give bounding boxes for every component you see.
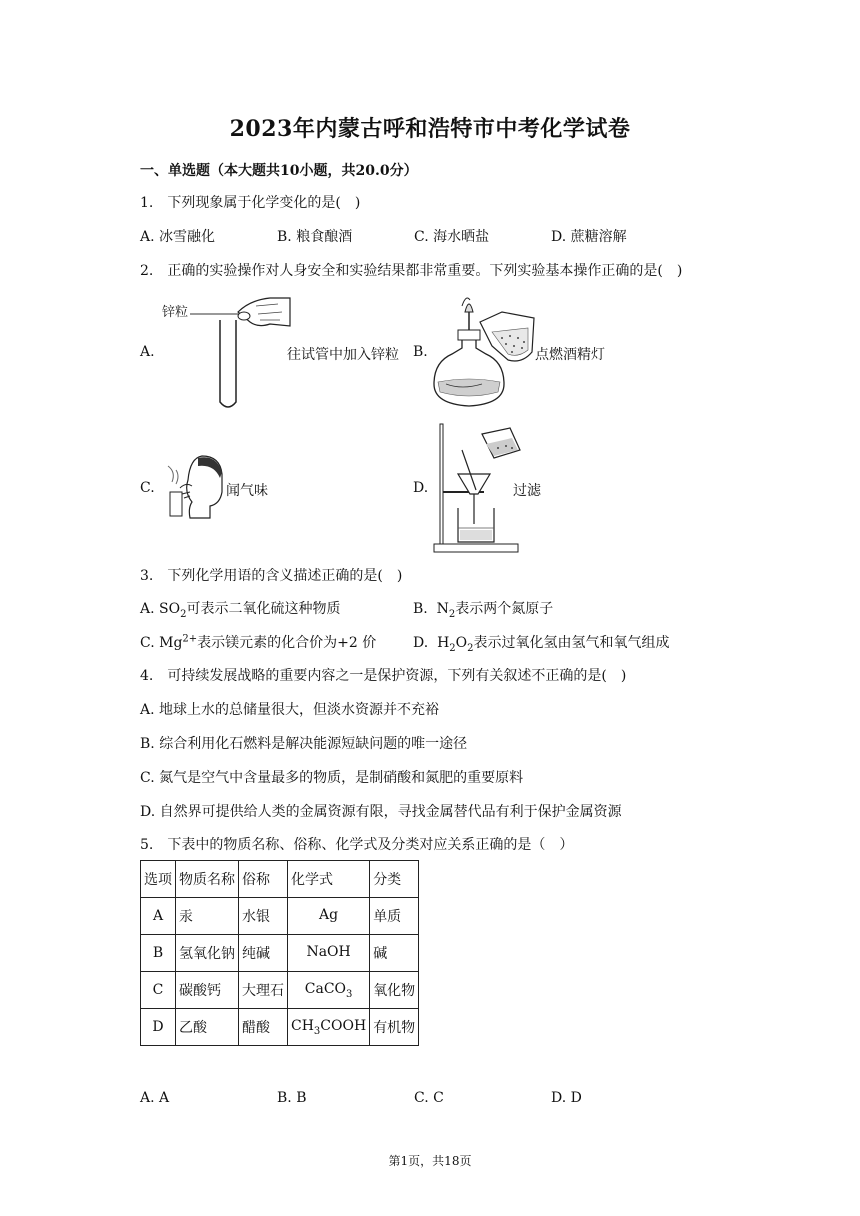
table-cell-option: B [141,935,176,972]
table-cell-name: 碳酸钙 [176,972,239,1009]
table-cell-option: A [141,898,176,935]
question-4-stem: 4. 可持续发展战略的重要内容之一是保护资源，下列有关叙述不正确的是( ) [140,668,627,684]
q2-option-d-text: 过滤 [513,483,541,499]
q3-option-c: C. $Mg^{2+}$表示镁元素的化合价为+2 价 [140,633,377,651]
q5-option-d: D. D [551,1090,582,1106]
table-cell-formula: Ag [288,898,370,935]
table-header-cell: 物质名称 [176,861,239,898]
q2-option-c-label: C. [140,480,155,496]
table-cell-class: 单质 [370,898,419,935]
zinc-granule-label: 锌粒 [162,305,189,320]
q2-option-a-text: 往试管中加入锌粒 [287,347,399,363]
q2-option-c-text: 闻气味 [226,483,268,499]
page-title: 2023年内蒙古呼和浩特市中考化学试卷 [229,116,631,142]
table-cell-common: 大理石 [239,972,288,1009]
table-cell-common: 醋酸 [239,1009,288,1046]
question-1-stem: 1. 下列现象属于化学变化的是( ) [140,195,361,211]
q2-option-a-label: A. [140,344,155,360]
smelling-figure [162,452,226,520]
table-cell-name: 氢氧化钠 [176,935,239,972]
filtration-figure [432,420,524,554]
table-row [141,972,419,1009]
q2-option-d-label: D. [413,480,429,496]
table-header-row [141,861,419,898]
table-cell-formula: $CH_3COOH$ [288,1009,370,1046]
q4-option-c: C. 氮气是空气中含量最多的物质，是制硝酸和氮肥的重要原料 [140,770,524,786]
question-5-stem: 5. 下表中的物质名称、俗称、化学式及分类对应关系正确的是（ ） [140,837,574,853]
question-3-stem: 3. 下列化学用语的含义描述正确的是( ) [140,568,403,584]
q2-option-b-text: 点燃酒精灯 [535,347,605,363]
q1-option-a: A. 冰雪融化 [140,229,216,245]
table-cell-name: 汞 [176,898,239,935]
test-tube-zinc-figure [160,290,292,416]
q1-option-b: B. 粮食酿酒 [277,229,353,245]
table-cell-option: D [141,1009,176,1046]
table-header-cell: 俗称 [239,861,288,898]
section-heading: 一、单选题（本大题共10小题，共20.0分） [140,163,418,179]
table-cell-class: 氧化物 [370,972,419,1009]
table-cell-class: 碱 [370,935,419,972]
q4-option-a: A. 地球上水的总储量很大，但淡水资源并不充裕 [140,702,440,718]
table-cell-class: 有机物 [370,1009,419,1046]
q5-option-c: C. C [414,1090,444,1106]
q4-option-b: B. 综合利用化石燃料是解决能源短缺问题的唯一途径 [140,736,468,752]
alcohol-lamp-figure [432,292,536,410]
table-header-cell: 化学式 [288,861,370,898]
table-row [141,1009,419,1046]
q4-option-d: D. 自然界可提供给人类的金属资源有限，寻找金属替代品有利于保护金属资源 [140,804,622,820]
q5-option-a: A. A [140,1090,170,1106]
q1-option-d: D. 蔗糖溶解 [551,229,627,245]
table-row [141,898,419,935]
table-cell-formula: NaOH [288,935,370,972]
substance-table [140,860,419,1046]
table-header-cell: 选项 [141,861,176,898]
q3-option-a: A. $SO_2$可表示二氧化硫这种物质 [140,601,341,620]
question-2-stem: 2. 正确的实验操作对人身安全和实验结果都非常重要。下列实验基本操作正确的是( ) [140,263,683,279]
q3-option-b: B. $N_2$表示两个氮原子 [413,601,554,620]
table-cell-common: 纯碱 [239,935,288,972]
q5-option-b: B. B [277,1090,307,1106]
table-row [141,935,419,972]
table-cell-name: 乙酸 [176,1009,239,1046]
q2-option-b-label: B. [413,344,428,360]
table-header-cell: 分类 [370,861,419,898]
page-footer: 第1页，共18页 [388,1154,472,1168]
table-cell-option: C [141,972,176,1009]
table-cell-formula: CaCO$_3$ [288,972,370,1009]
q3-option-d: D. $H_2O_2$表示过氧化氢由氢气和氧气组成 [413,635,670,654]
table-cell-common: 水银 [239,898,288,935]
q1-option-c: C. 海水晒盐 [414,229,490,245]
